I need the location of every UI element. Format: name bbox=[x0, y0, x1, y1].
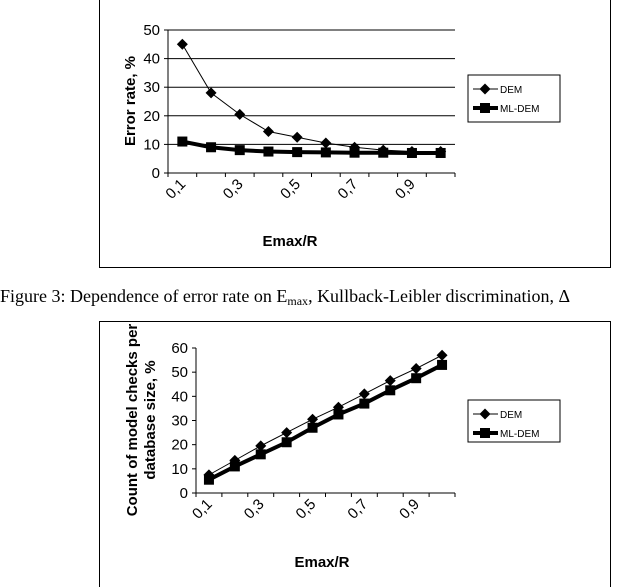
model-checks-legend-label-ml-dem: ML-DEM bbox=[500, 429, 540, 440]
model-checks-y-tick-label: 40 bbox=[171, 388, 188, 406]
error-rate-x-axis-title: Emax/R bbox=[262, 233, 318, 250]
model-checks-y-tick-label: 50 bbox=[171, 364, 188, 382]
model-checks-y-axis-title bbox=[124, 324, 159, 517]
model-checks-x-tick-label: 0,1 bbox=[189, 495, 216, 523]
error-rate-x-tick-label: 0,3 bbox=[219, 175, 247, 203]
model-checks-ml-dem-point bbox=[308, 423, 318, 433]
model-checks-ml-dem-point bbox=[333, 409, 343, 419]
error-rate-legend-label-ml-dem: ML-DEM bbox=[500, 104, 540, 115]
model-checks-x-tick-label: 0,5 bbox=[292, 495, 320, 523]
caption-subscript: max bbox=[287, 294, 309, 308]
model-checks-ml-dem-point bbox=[230, 461, 240, 471]
error-rate-x-tick-label: 0,7 bbox=[334, 175, 362, 203]
error-rate-y-tick-label: 20 bbox=[143, 107, 160, 125]
model-checks-x-tick-label: 0,3 bbox=[240, 495, 268, 523]
model-checks-y-tick-label: 30 bbox=[171, 412, 188, 430]
model-checks-dem-point bbox=[385, 375, 396, 386]
error-rate-y-axis-title: Error rate, % bbox=[122, 55, 139, 147]
model-checks-legend-marker-ml-dem bbox=[480, 428, 490, 438]
model-checks-ml-dem-point bbox=[204, 475, 214, 485]
model-checks-y-tick-label: 10 bbox=[171, 460, 188, 478]
model-checks-ml-dem-point bbox=[282, 437, 292, 447]
error-rate-x-tick-label: 0,1 bbox=[162, 175, 190, 203]
model-checks-x-axis-title: Emax/R bbox=[294, 554, 350, 571]
error-rate-legend-label-dem: DEM bbox=[500, 85, 523, 96]
model-checks-dem-point bbox=[281, 427, 292, 438]
model-checks-y-axis-title-line: database size, % bbox=[142, 360, 159, 480]
model-checks-ml-dem-point bbox=[411, 373, 421, 383]
model-checks-dem-point bbox=[437, 350, 448, 361]
error-rate-x-tick-label: 0,9 bbox=[392, 175, 419, 203]
model-checks-ml-dem-point bbox=[437, 360, 447, 370]
model-checks-series-ml-dem-line bbox=[209, 365, 442, 480]
model-checks-y-axis-title-line: Count of model checks per bbox=[124, 323, 141, 517]
model-checks-ml-dem-point bbox=[359, 399, 369, 409]
model-checks-ml-dem-point bbox=[256, 449, 266, 459]
error-rate-y-tick-label: 40 bbox=[143, 50, 160, 68]
model-checks-legend-label-dem: DEM bbox=[500, 410, 523, 421]
error-rate-y-tick-label: 10 bbox=[143, 136, 160, 154]
model-checks-y-tick-label: 0 bbox=[179, 485, 188, 502]
error-rate-y-tick-label: 50 bbox=[143, 22, 160, 39]
error-rate-y-tick-label: 30 bbox=[143, 79, 160, 97]
error-rate-x-tick-label: 0,5 bbox=[277, 175, 304, 203]
model-checks-x-tick-label: 0,7 bbox=[344, 495, 372, 523]
model-checks-y-tick-label: 60 bbox=[171, 340, 188, 357]
model-checks-y-tick-label: 20 bbox=[171, 436, 188, 454]
model-checks-dem-point bbox=[411, 363, 422, 374]
model-checks-series-dem-line bbox=[209, 355, 442, 475]
error-rate-y-tick-label: 0 bbox=[151, 165, 160, 182]
caption-prefix: Figure 3: Dependence of error rate on E bbox=[0, 286, 288, 306]
model-checks-ml-dem-point bbox=[385, 385, 395, 395]
caption-suffix: , Kullback-Leibler discrimination, Δ bbox=[308, 286, 571, 306]
model-checks-x-tick-label: 0,9 bbox=[396, 495, 423, 523]
model-checks-dem-point bbox=[359, 388, 370, 399]
